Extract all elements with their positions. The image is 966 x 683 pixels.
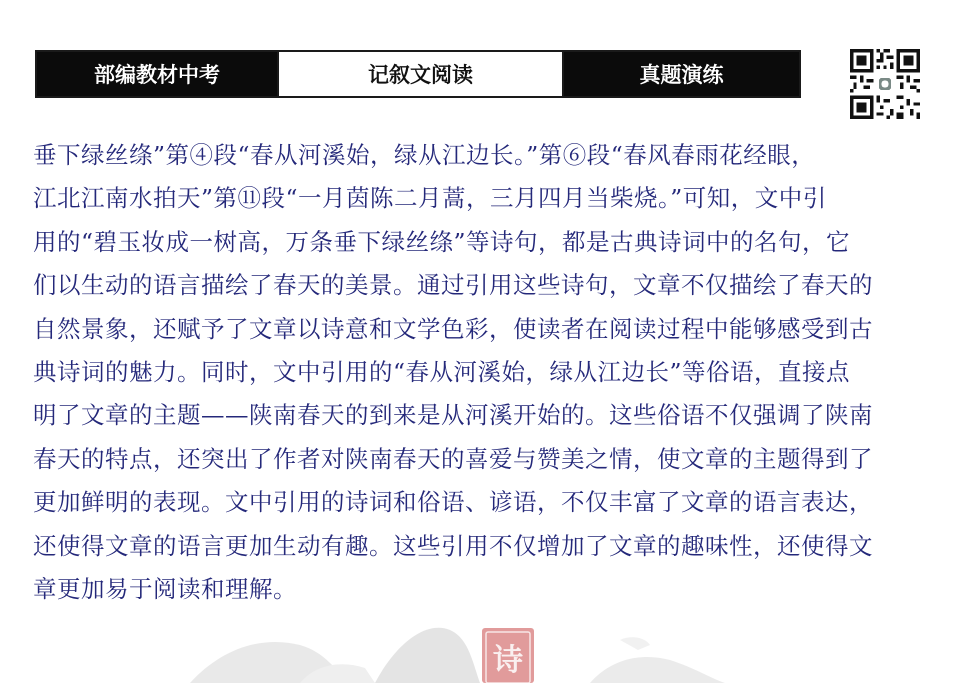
article-line: 典诗词的魅力。同时，文中引用的“春从河溪始，绿从江边长”等俗语，直接点: [33, 358, 851, 387]
article-line: 明了文章的主题——陕南春天的到来是从河溪开始的。这些俗语不仅强调了陕南: [33, 401, 873, 430]
article-line: 用的“碧玉妆成一树高，万条垂下绿丝绦”等诗句，都是古典诗词中的名句，它: [33, 227, 851, 256]
article-line: 春天的特点，还突出了作者对陕南春天的喜爱与赞美之情，使文章的主题得到了: [33, 444, 873, 473]
header-textbook-label: 部编教材中考: [37, 52, 277, 96]
article-line: 章更加易于阅读和理解。: [33, 575, 297, 604]
seal-stamp-icon: [482, 628, 534, 683]
article-line: 自然景象，还赋予了文章以诗意和文学色彩，使读者在阅读过程中能够感受到古: [33, 314, 873, 343]
header-topic-label: 记叙文阅读: [277, 52, 564, 96]
article-body: [33, 134, 933, 611]
header-practice-label: 真题演练: [564, 52, 799, 96]
section-header-bar: [35, 50, 801, 98]
article-line: 更加鲜明的表现。文中引用的诗词和俗语、谚语，不仅丰富了文章的语言表达，: [33, 488, 873, 517]
qr-code-icon[interactable]: [850, 49, 920, 119]
article-line: 还使得文章的语言更加生动有趣。这些引用不仅增加了文章的趣味性，还使得文: [33, 531, 873, 560]
article-line: 江北江南水拍天”第⑪段“一月茵陈二月蒿，三月四月当柴烧。”可知，文中引: [33, 184, 827, 213]
article-line: 们以生动的语言描绘了春天的美景。通过引用这些诗句，文章不仅描绘了春天的: [33, 271, 873, 300]
article-line: 垂下绿丝绦”第④段“春从河溪始，绿从江边长。”第⑥段“春风春雨花经眼，: [33, 141, 816, 169]
svg-text:诗: 诗: [493, 643, 523, 678]
